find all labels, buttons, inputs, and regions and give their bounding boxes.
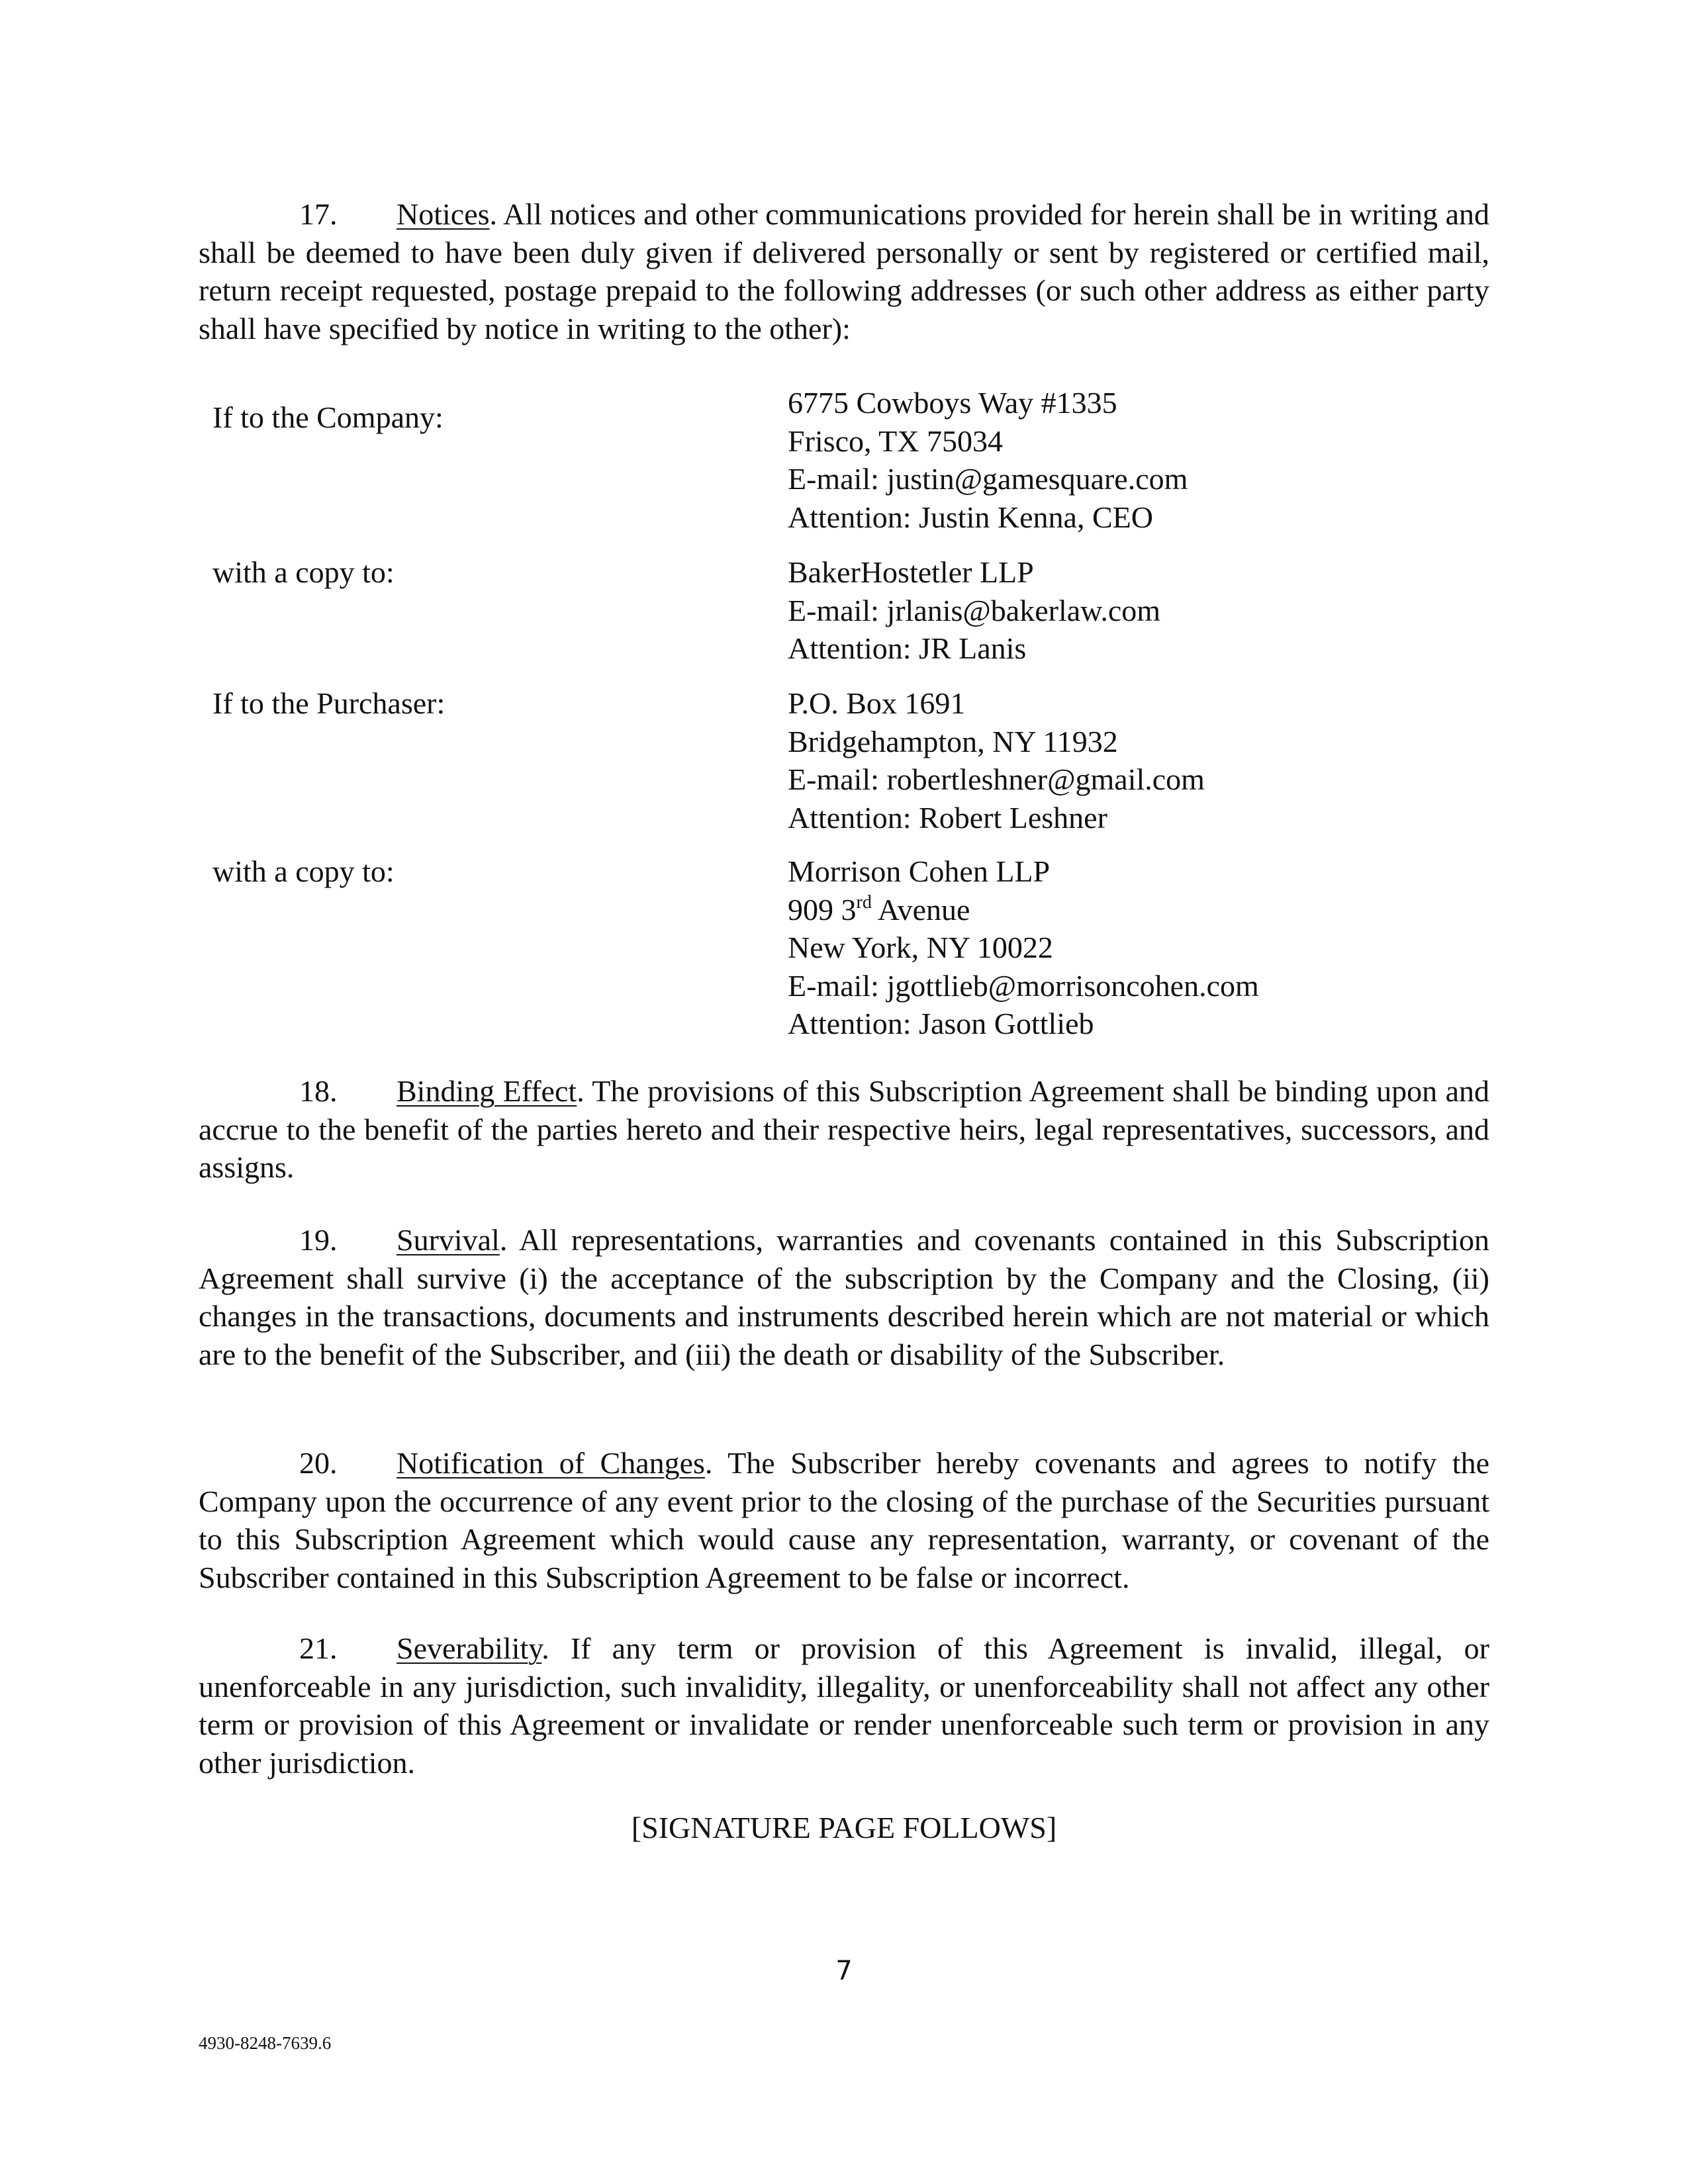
section-title: Severability [397, 1631, 542, 1665]
address-block-purchaser-copy [788, 852, 1259, 1043]
address-line: E-mail: justin@gamesquare.com [788, 462, 1188, 496]
signature-page-notice: [SIGNATURE PAGE FOLLOWS] [631, 1811, 1057, 1844]
section-title: Survival [397, 1223, 500, 1257]
section-title: Notification of Changes [397, 1446, 705, 1480]
address-line: New York, NY 10022 [788, 931, 1053, 964]
section-number: 18. [299, 1074, 338, 1108]
address-line: BakerHostetler LLP [788, 555, 1034, 589]
section-body: . All notices and other communications provided for herein shall be in writing and shall be deemed to have been duly given if delivered personally or sent by registered or certified mail, return receipt requested, postage prepaid to the following addresses (or such other address as either party shall have specified by notice in writing to the other): [199, 197, 1489, 345]
address-label-company-copy: with a copy to: [212, 555, 395, 589]
section-title: Notices [397, 197, 490, 231]
page-number: 7 [835, 1956, 853, 1986]
address-line: E-mail: jgottlieb@morrisoncohen.com [788, 968, 1259, 1003]
street-number: 909 3 [788, 892, 857, 927]
address-label-purchaser: If to the Purchaser: [212, 686, 445, 720]
address-block-company-copy [788, 553, 1160, 668]
address-line: E-mail: robertleshner@gmail.com [788, 762, 1205, 796]
street-name: Avenue [871, 892, 970, 927]
address-label-company: If to the Company: [212, 400, 444, 434]
section-number: 19. [299, 1223, 338, 1257]
ordinal-suffix: rd [856, 891, 872, 913]
section-18 [199, 1072, 1489, 1187]
address-block-purchaser [788, 684, 1205, 837]
address-line: Bridgehampton, NY 11932 [788, 724, 1118, 758]
address-line-street [788, 891, 1259, 929]
address-label-purchaser-copy: with a copy to: [212, 854, 395, 888]
address-line: Morrison Cohen LLP [788, 854, 1051, 888]
address-line: Attention: Jason Gottlieb [788, 1007, 1094, 1040]
section-body: . If any term or provision of this Agreement is invalid, illegal, or unenforceable in any jurisdiction, such invalidity, illegality, or unenforceability shall not affect any other term or provision of this Agreement or invalidate or render unenforceable such term or provision in any other jurisdiction. [199, 1631, 1489, 1780]
section-body: . The provisions of this Subscription Agreement shall be binding upon and accrue to the benefit of the parties hereto and their respective heirs, legal representatives, successors, and assigns. [199, 1074, 1490, 1184]
address-line: Frisco, TX 75034 [788, 424, 1003, 458]
address-line: 6775 Cowboys Way #1335 [788, 386, 1117, 420]
section-body: . All representations, warranties and covenants contained in this Subscription Agreement shall survive (i) the acceptance of the subscription by the Company and the Closing, (ii) changes in the transactions, documents and instruments described herein which are not material or which are to the benefit of the Subscriber, and (iii) the death or disability of the Subscriber. [199, 1223, 1489, 1371]
address-line: Attention: Justin Kenna, CEO [788, 500, 1153, 534]
section-21 [199, 1629, 1489, 1782]
section-number: 20. [299, 1446, 338, 1480]
section-17 [199, 195, 1489, 347]
section-title: Binding Effect [397, 1074, 577, 1108]
section-19 [199, 1221, 1489, 1373]
address-line: Attention: Robert Leshner [788, 800, 1107, 835]
section-body: . The Subscriber hereby covenants and agrees to notify the Company upon the occurrence of any event prior to the closing of the purchase of the Securities pursuant to this Subscription Agreement which would cause any representation, warranty, or covenant of the Subscriber contained in this Subscription Agreement to be false or incorrect. [199, 1446, 1490, 1594]
address-line: E-mail: jrlanis@bakerlaw.com [788, 593, 1161, 627]
address-line: Attention: JR Lanis [788, 631, 1027, 665]
section-number: 21. [299, 1631, 338, 1665]
document-id: 4930-8248-7639.6 [199, 2033, 332, 2053]
section-20 [199, 1444, 1489, 1596]
address-block-company [788, 384, 1188, 536]
address-line: P.O. Box 1691 [788, 686, 966, 720]
section-number: 17. [299, 197, 338, 231]
